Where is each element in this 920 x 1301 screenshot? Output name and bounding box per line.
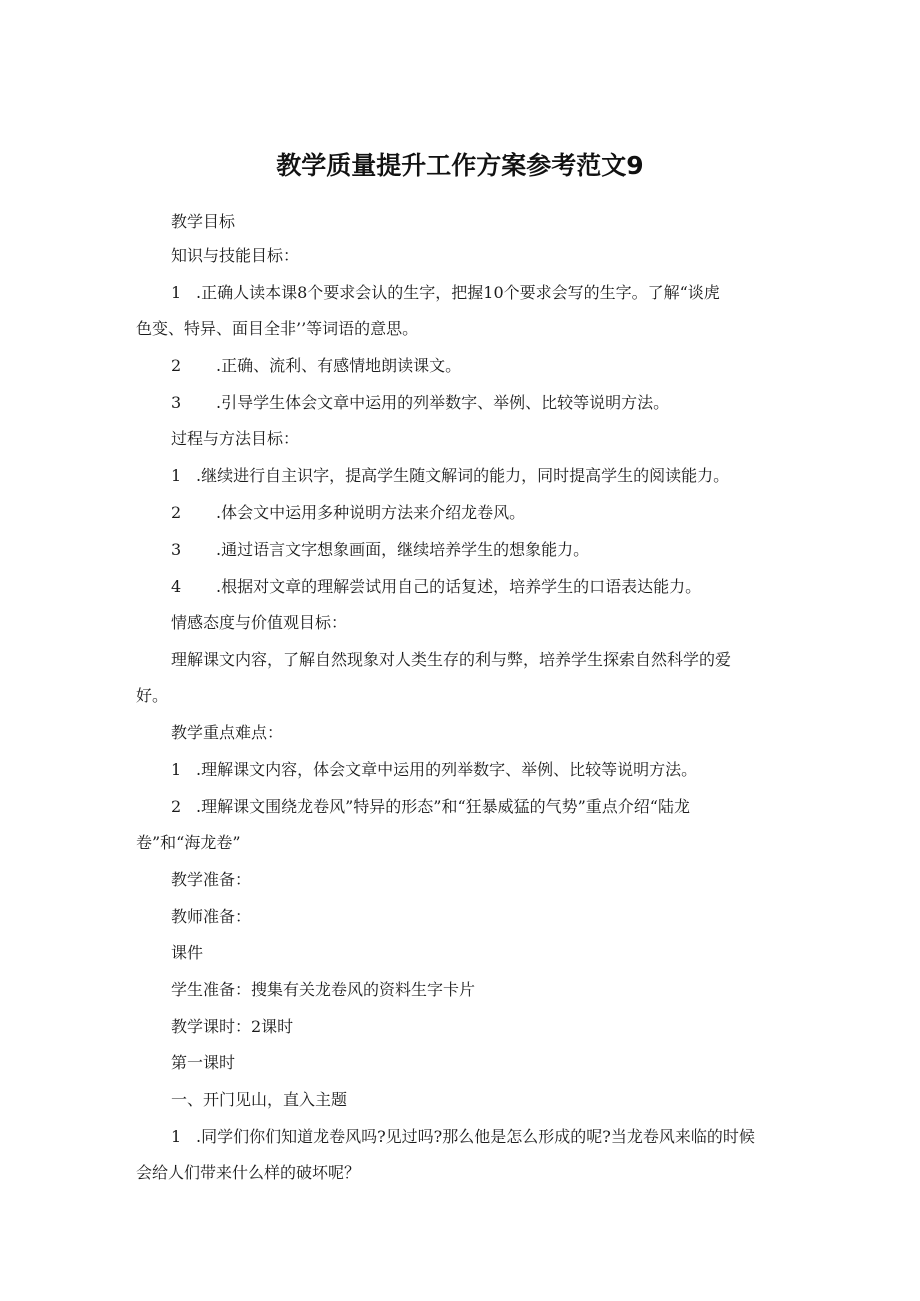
list-item bbox=[171, 539, 589, 561]
list-number: 3 bbox=[171, 540, 182, 559]
list-item bbox=[171, 759, 697, 781]
heading-emotion-values: 情感态度与价值观目标： bbox=[171, 613, 348, 632]
paragraph-continuation: 好。 bbox=[136, 686, 169, 705]
text-student-prep: 学生准备：搜集有关龙卷风的资料生字卡片 bbox=[171, 980, 476, 999]
paragraph-continuation: 会给人们带来什么样的破坏呢？ bbox=[136, 1163, 361, 1182]
list-text: .理解课文围绕龙卷风”特异的形态”和“狂暴威猛的气势”重点介绍“陆龙 bbox=[196, 797, 690, 816]
list-text: .通过语言文字想象画面，继续培养学生的想象能力。 bbox=[216, 540, 590, 559]
list-number: 1 bbox=[171, 466, 182, 485]
list-text: .根据对文章的理解尝试用自己的话复述，培养学生的口语表达能力。 bbox=[216, 577, 702, 596]
heading-teacher-prep: 教师准备： bbox=[171, 907, 252, 926]
list-text: .同学们你们知道龙卷风吗?见过吗?那么他是怎么形成的呢?当龙卷风来临的时候 bbox=[196, 1127, 755, 1146]
list-number: 1 bbox=[171, 760, 182, 779]
list-item bbox=[171, 502, 525, 524]
list-text: .引导学生体会文章中运用的列举数字、举例、比较等说明方法。 bbox=[216, 393, 670, 412]
list-item bbox=[171, 282, 720, 304]
list-number: 3 bbox=[171, 393, 182, 412]
list-text: .理解课文内容，体会文章中运用的列举数字、举例、比较等说明方法。 bbox=[196, 760, 698, 779]
heading-preparation: 教学准备： bbox=[171, 870, 252, 889]
list-item bbox=[171, 1126, 755, 1148]
heading-process-methods: 过程与方法目标： bbox=[171, 429, 300, 448]
list-text: .正确、流利、有感情地朗读课文。 bbox=[216, 356, 462, 375]
list-text: .继续进行自主识字，提高学生随文解词的能力，同时提高学生的阅读能力。 bbox=[196, 466, 730, 485]
list-item bbox=[171, 465, 729, 487]
text-class-hours: 教学课时：2课时 bbox=[171, 1017, 294, 1036]
list-item bbox=[171, 355, 461, 377]
paragraph: 理解课文内容，了解自然现象对人类生存的利与弊，培养学生探索自然科学的爱 bbox=[171, 650, 732, 669]
list-text: .正确人读本课8个要求会认的生字，把握10个要求会写的生字。了解“谈虎 bbox=[196, 283, 720, 302]
list-item bbox=[171, 576, 701, 598]
paragraph-continuation: 卷”和“海龙卷” bbox=[136, 833, 241, 852]
list-item bbox=[171, 796, 690, 818]
list-text: .体会文中运用多种说明方法来介绍龙卷风。 bbox=[216, 503, 526, 522]
list-number: 1 bbox=[171, 1127, 182, 1146]
heading-section-one: 一、开门见山，直入主题 bbox=[171, 1090, 348, 1109]
list-number: 2 bbox=[171, 797, 182, 816]
heading-first-lesson: 第一课时 bbox=[171, 1053, 236, 1072]
heading-key-points: 教学重点难点： bbox=[171, 723, 284, 742]
heading-teaching-goals: 教学目标 bbox=[171, 212, 236, 231]
list-number: 1 bbox=[171, 283, 182, 302]
document-title: 教学质量提升工作方案参考范文9 bbox=[276, 151, 644, 180]
list-number: 2 bbox=[171, 503, 182, 522]
list-number: 4 bbox=[171, 577, 182, 596]
text-courseware: 课件 bbox=[171, 943, 204, 962]
list-number: 2 bbox=[171, 356, 182, 375]
heading-knowledge-skills: 知识与技能目标： bbox=[171, 246, 300, 265]
paragraph-continuation: 色变、特异、面目全非’’等词语的意思。 bbox=[136, 319, 419, 338]
list-item bbox=[171, 392, 669, 414]
